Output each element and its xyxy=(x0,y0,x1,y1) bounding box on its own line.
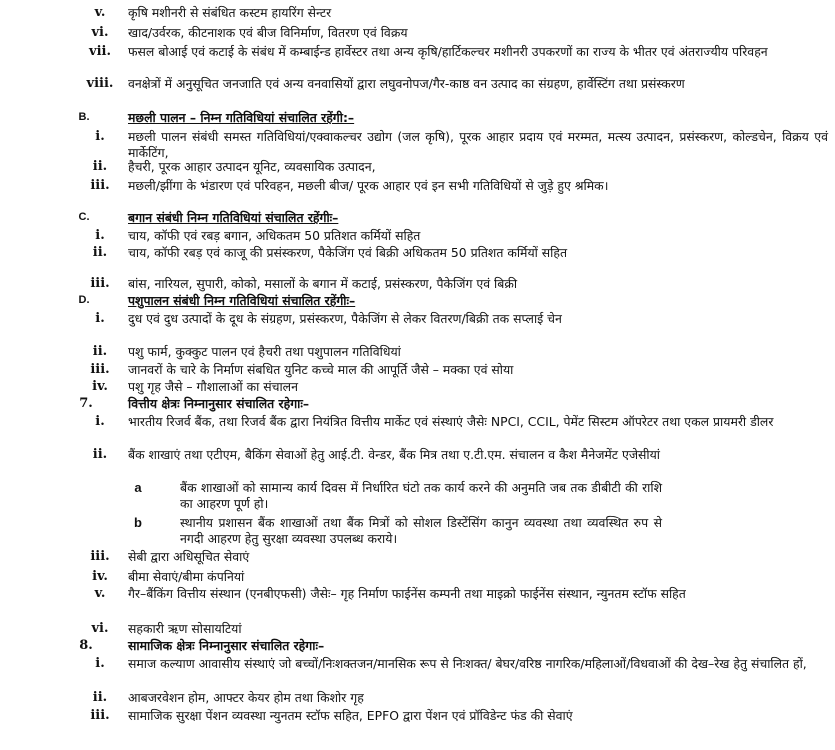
item-number: viii. xyxy=(86,76,114,91)
item-number: ii. xyxy=(92,690,108,705)
item-text: गैर–बैंकिंग वित्तीय संस्थान (एनबीएफसी) जैसेः– गृह निर्माण फाईनेंस कम्पनी तथा माइक्रो फाईनेंस संस्थान, न्युनतम स्टॉफ सहित xyxy=(128,586,686,601)
sub-item-text: बैंक शाखाओं को सामान्य कार्य दिवस में निर्धारित घंटो तक कार्य करने की अनुमति जब तक डीबीटी की राशि का आहरण पूर्ण हो। xyxy=(180,480,662,511)
item-number: v. xyxy=(94,5,106,20)
item-number: vi. xyxy=(91,25,109,40)
item-number: v. xyxy=(94,586,106,601)
item-number: ii. xyxy=(92,447,108,462)
item-number: iii. xyxy=(90,178,110,193)
item-number: ii. xyxy=(92,344,108,359)
section-number: B. xyxy=(78,111,90,123)
item-text: भारतीय रिजर्व बैंक, तथा रिजर्व बैंक द्वारा नियंत्रित वित्तीय मार्केट एवं संस्थाएं जैसेः NPCI, CCIL, पेमेंट सिस्टम ऑपरेटर तथा एकल प्रायमरी डीलर xyxy=(128,414,774,429)
item-text: आबजरवेशन होम, आफ्टर केयर होम तथा किशोर गृह xyxy=(128,690,364,705)
item-number: i. xyxy=(95,129,105,144)
item-number: i. xyxy=(95,656,105,671)
item-text: खाद/उर्वरक, कीटनाशक एवं बीज विनिर्माण, वितरण एवं विक्रय xyxy=(128,25,408,40)
item-text: वनक्षेत्रों में अनुसूचित जनजाति एवं अन्य वनवासियों द्वारा लघुवनोपज/गैर-काष्ठ वन उत्पाद का संग्रहण, हार्वेस्टिंग तथा प्रसंस्करण xyxy=(128,76,685,91)
item-text: जानवरों के चारे के निर्माण संबधित युनिट कच्चे माल की आपूर्ति जैसे – मक्का एवं सोया xyxy=(128,362,514,377)
section-number: C. xyxy=(78,211,90,223)
item-number: i. xyxy=(95,311,105,326)
item-text: हैचरी, पूरक आहार उत्पादन यूनिट, व्यवसायिक उत्पादन, xyxy=(128,159,376,174)
item-text: चाय, कॉफी रबड़ एवं काजू की प्रसंस्करण, पैकेजिंग एवं बिक्री अधिकतम 50 प्रतिशत कर्मियों सहित xyxy=(128,245,568,260)
item-number: ii. xyxy=(92,245,108,260)
section-number: 8. xyxy=(79,638,93,653)
item-text: दुध एवं दुध उत्पादों के दूध के संग्रहण, प्रसंस्करण, पैकेजिंग से लेकर वितरण/बिक्री तक सप्लाई चेन xyxy=(128,311,562,326)
item-number: vii. xyxy=(89,44,111,59)
item-text: बांस, नारियल, सुपारी, कोको, मसालों के बगान में कटाई, प्रसंस्करण, पैकेजिंग एवं बिक्री xyxy=(128,276,518,291)
section-title: सामाजिक क्षेत्रः निम्नानुसार संचालित रहेगाः– xyxy=(128,638,325,653)
section-number: D. xyxy=(78,294,90,306)
section-title: मछली पालन – निम्न गतिविधियां संचालित रहेंगी:– xyxy=(128,110,355,125)
item-text: बीमा सेवाएं/बीमा कंपनियां xyxy=(128,569,245,584)
item-number: i. xyxy=(95,228,105,243)
section-number: 7. xyxy=(79,396,93,411)
item-text: फसल बोआई एवं कटाई के संबंध में कम्बाईन्ड हार्वेस्टर तथा अन्य कृषि/हार्टिकल्चर मशीनरी उपकरणों का राज्य के भीतर एवं अंतराज्यीय परिवहन xyxy=(128,44,768,59)
item-number: iii. xyxy=(90,362,110,377)
item-number: vi. xyxy=(91,621,109,636)
sub-item-label: b xyxy=(134,515,142,530)
item-text: सेबी द्वारा अधिसूचित सेवाएं xyxy=(128,549,250,564)
item-text: कृषि मशीनरी से संबंधित कस्टम हायरिंग सेन्टर xyxy=(128,5,332,20)
section-title: बगान संबंधी निम्न गतिविधियां संचालित रहेंगीः– xyxy=(128,210,339,225)
item-text: पशु फार्म, कुक्कुट पालन एवं हैचरी तथा पशुपालन गतिविधियां xyxy=(128,344,401,359)
sub-item-label: a xyxy=(134,480,142,495)
item-text: समाज कल्याण आवासीय संस्थाएं जो बच्चों/निःशक्तजन/मानसिक रूप से निःशक्त/ बेघर/वरिष्ठ नागरिक/महिलाओं/विधवाओं की देख–रेख हेतु संचालित हों, xyxy=(128,656,807,671)
item-number: iv. xyxy=(92,569,108,584)
item-text: चाय, कॉफी एवं रबड़ बगान, अधिकतम 50 प्रतिशत कर्मियों सहित xyxy=(128,228,421,243)
item-number: iv. xyxy=(92,379,108,394)
item-number: iii. xyxy=(90,276,110,291)
item-number: iii. xyxy=(90,549,110,564)
section-title: पशुपालन संबंधी निम्न गतिविधियां संचालित रहेंगीः– xyxy=(128,293,356,308)
item-text: मछली/झींगा के भंडारण एवं परिवहन, मछली बीज/ पूरक आहार एवं इन सभी गतिविधियों से जुड़े हुए श्रमिक। xyxy=(128,178,609,193)
sub-item-text: स्थानीय प्रशासन बैंक शाखाओं तथा बैंक मित्रों को सोशल डिस्टेंसिंग कानुन व्यवस्था तथा व्यवस्थित रुप से नगदी आहरण हेतु सुरक्षा व्यवस्था उपलब्ध कराये। xyxy=(180,515,662,546)
item-text: पशु गृह जैसे – गौशालाओं का संचालन xyxy=(128,379,298,394)
item-text: सहकारी ऋण सोसायटियां xyxy=(128,621,242,636)
item-text: सामाजिक सुरक्षा पेंशन व्यवस्था न्युनतम स्टॉफ सहित, EPFO द्वारा पेंशन एवं प्रॉविडेन्ट फंड की सेवाएं xyxy=(128,708,573,723)
item-number: i. xyxy=(95,414,105,429)
item-text: बैंक शाखाएं तथा एटीएम, बैकिंग सेवाओं हेतु आई.टी. वेन्डर, बैंक मित्र तथा ए.टी.एम. संचालन व कैश मैनेजमेंट एजेसीयां xyxy=(128,447,661,462)
item-number: ii. xyxy=(92,159,108,174)
item-number: iii. xyxy=(90,708,110,723)
section-title: वित्तीय क्षेत्रः निम्नानुसार संचालित रहेगाः– xyxy=(128,396,310,411)
item-text: मछली पालन संबंधी समस्त गतिविधियां/एक्वाकल्चर उद्योग (जल कृषि), पूरक आहार प्रदाय एवं मरम्मत, मत्स्य उत्पादन, प्रसंस्करण, कोल्डचेन, विक्रय एवं मार्केटिंग, xyxy=(128,129,828,160)
